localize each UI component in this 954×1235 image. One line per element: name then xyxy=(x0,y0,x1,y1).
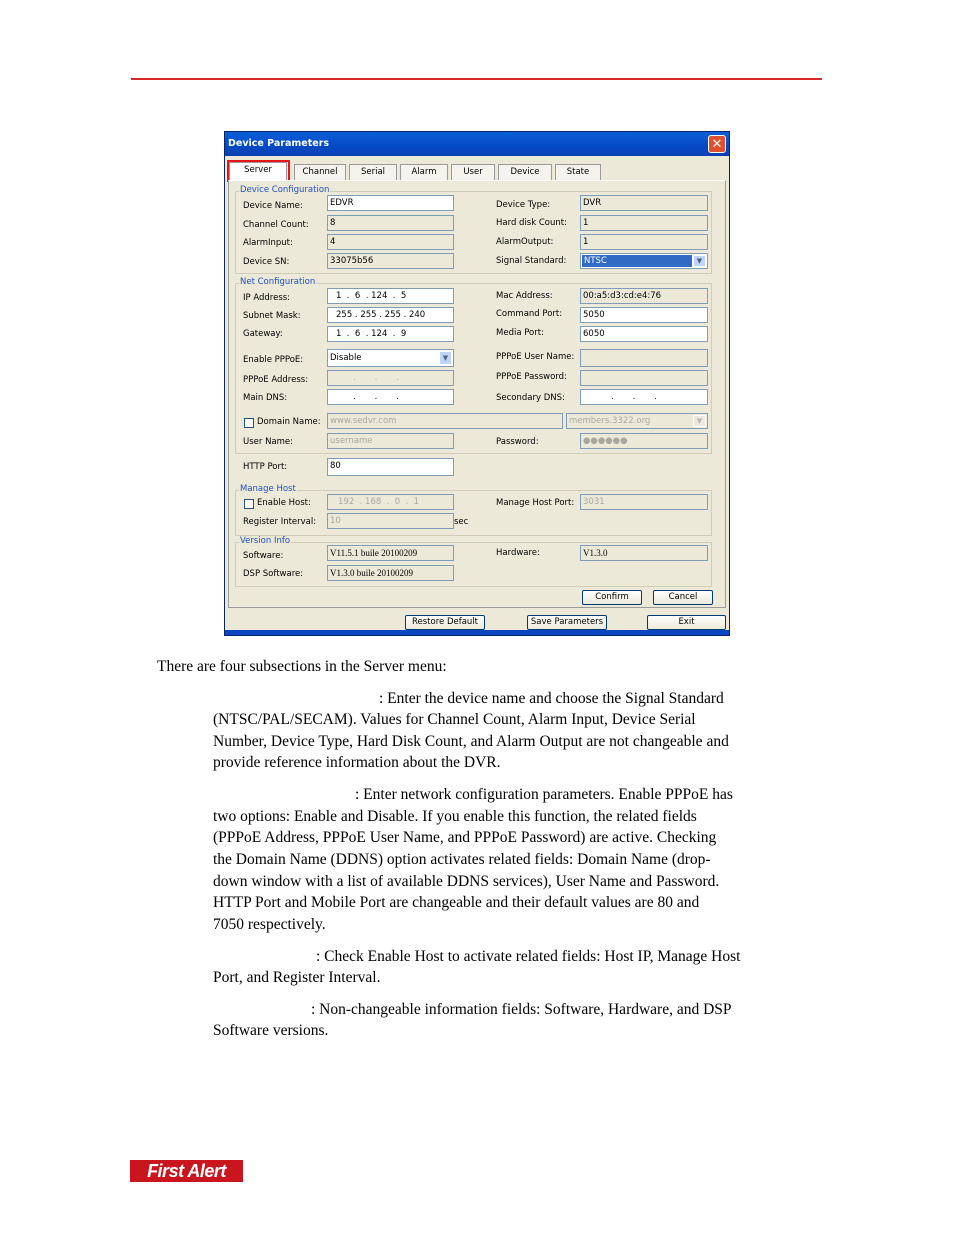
hard-disk-count-label: Hard disk Count: xyxy=(496,218,567,228)
subnet-mask-field[interactable]: 255 . 255 . 255 . 240 xyxy=(327,307,454,323)
net-config-text-3: (PPPoE Address, PPPoE User Name, and PPPoE Password) are active. Checking xyxy=(213,829,717,846)
subnet-mask-label: Subnet Mask: xyxy=(243,311,301,321)
pppoe-user-field[interactable] xyxy=(580,349,708,367)
window-bottom-border xyxy=(225,630,729,635)
version-info-text-1: : Non-changeable information fields: Software, Hardware, and DSP xyxy=(311,1001,732,1018)
channel-count-field: 8 xyxy=(327,215,454,231)
software-label: Software: xyxy=(243,551,284,561)
dsp-software-field: V1.3.0 buile 20100209 xyxy=(327,565,454,581)
secondary-dns-label: Secondary DNS: xyxy=(496,393,565,403)
dsp-software-label: DSP Software: xyxy=(243,569,304,579)
command-port-field[interactable]: 5050 xyxy=(580,307,708,323)
mac-address-label: Mac Address: xyxy=(496,291,553,301)
device-config-text-3: Number, Device Type, Hard Disk Count, and Alarm Output are not changeable and xyxy=(213,733,729,750)
ddns-service-select[interactable] xyxy=(566,413,708,429)
net-configuration-legend: Net Configuration xyxy=(240,277,316,287)
device-type-field: DVR xyxy=(580,195,708,211)
manage-host-legend: Manage Host xyxy=(240,484,296,494)
domain-name-label: Domain Name: xyxy=(257,417,321,427)
confirm-button[interactable]: Confirm xyxy=(582,590,642,605)
device-parameters-dialog xyxy=(224,131,730,636)
password-field[interactable]: ●●●●●● xyxy=(580,433,708,449)
domain-name-field[interactable]: www.sedvr.com xyxy=(327,413,563,429)
ip-address-label: IP Address: xyxy=(243,293,291,303)
tab-state[interactable]: State xyxy=(555,164,601,180)
register-unit: sec xyxy=(454,517,469,527)
mac-address-field: 00:a5:d3:cd:e4:76 xyxy=(580,288,708,304)
save-parameters-button[interactable]: Save Parameters xyxy=(527,615,607,630)
manage-host-text-2: Port, and Register Interval. xyxy=(213,969,381,986)
pppoe-address-label: PPPoE Address: xyxy=(243,375,309,385)
register-interval-label: Register Interval: xyxy=(243,517,317,527)
manage-host-text-1: : Check Enable Host to activate related fields: Host IP, Manage Host xyxy=(316,948,741,965)
alarm-input-label: AlarmInput: xyxy=(243,238,293,248)
main-dns-field[interactable]: . . . xyxy=(327,389,454,405)
tab-user[interactable]: User xyxy=(451,164,495,180)
first-alert-logo: First Alert xyxy=(130,1160,243,1182)
alarm-output-field: 1 xyxy=(580,234,708,250)
chevron-down-icon[interactable]: ▼ xyxy=(439,351,452,365)
header-rule xyxy=(131,78,822,80)
net-config-text-5: down window with a list of available DDNS services), User Name and Password. xyxy=(213,873,720,890)
device-config-text-1: : Enter the device name and choose the Signal Standard xyxy=(379,690,724,707)
chevron-down-icon[interactable]: ▼ xyxy=(693,255,706,267)
device-name-label: Device Name: xyxy=(243,201,303,211)
http-port-label: HTTP Port: xyxy=(243,462,288,472)
net-config-text-7: 7050 respectively. xyxy=(213,916,326,933)
ddns-service-value: members.3322.org xyxy=(569,416,651,426)
gateway-field[interactable]: 1 . 6 . 124 . 9 xyxy=(327,326,454,342)
media-port-label: Media Port: xyxy=(496,328,544,338)
domain-name-checkbox[interactable] xyxy=(244,418,254,428)
media-port-field[interactable]: 6050 xyxy=(580,326,708,342)
net-config-text-4: the Domain Name (DDNS) option activates related fields: Domain Name (drop- xyxy=(213,851,711,868)
alarm-input-field: 4 xyxy=(327,234,454,250)
signal-standard-select[interactable] xyxy=(580,253,708,269)
user-name-label: User Name: xyxy=(243,437,294,447)
main-dns-label: Main DNS: xyxy=(243,393,288,403)
enable-pppoe-value: Disable xyxy=(330,353,362,363)
channel-count-label: Channel Count: xyxy=(243,220,309,230)
device-config-text-4: provide reference information about the DVR. xyxy=(213,754,501,771)
device-configuration-legend: Device Configuration xyxy=(240,185,330,195)
device-type-label: Device Type: xyxy=(496,200,551,210)
close-icon[interactable]: ✕ xyxy=(708,135,726,153)
hard-disk-count-field: 1 xyxy=(580,215,708,231)
pppoe-address-field[interactable]: . . . xyxy=(327,370,454,386)
tab-device[interactable]: Device xyxy=(498,164,552,180)
password-label: Password: xyxy=(496,437,539,447)
ip-address-field[interactable]: 1 . 6 . 124 . 5 xyxy=(327,288,454,304)
tab-serial[interactable]: Serial xyxy=(349,164,397,180)
signal-standard-value: NTSC xyxy=(582,255,692,267)
secondary-dns-field[interactable]: . . . xyxy=(580,389,708,405)
pppoe-user-label: PPPoE User Name: xyxy=(496,352,575,362)
device-name-field[interactable]: EDVR xyxy=(327,195,454,211)
signal-standard-label: Signal Standard: xyxy=(496,256,567,266)
net-config-text-2: two options: Enable and Disable. If you enable this function, the related fields xyxy=(213,808,697,825)
pppoe-password-field[interactable] xyxy=(580,370,708,386)
hardware-label: Hardware: xyxy=(496,548,540,558)
restore-default-button[interactable]: Restore Default xyxy=(405,615,485,630)
net-config-text-1: : Enter network configuration parameters. Enable PPPoE has xyxy=(355,786,733,803)
manage-host-port-field[interactable]: 3031 xyxy=(580,494,708,510)
http-port-field[interactable]: 80 xyxy=(327,458,454,476)
intro-text: There are four subsections in the Server menu: xyxy=(157,658,447,675)
manage-host-port-label: Manage Host Port: xyxy=(496,498,575,508)
host-ip-field[interactable]: 192 . 168 . 0 . 1 xyxy=(327,494,454,510)
tab-alarm[interactable]: Alarm xyxy=(400,164,448,180)
cancel-button[interactable]: Cancel xyxy=(653,590,713,605)
user-name-field[interactable]: username xyxy=(327,433,454,449)
enable-host-label: Enable Host: xyxy=(257,498,311,508)
device-sn-field: 33075b56 xyxy=(327,253,454,269)
software-field: V11.5.1 buile 20100209 xyxy=(327,545,454,561)
device-config-text-2: (NTSC/PAL/SECAM). Values for Channel Count, Alarm Input, Device Serial xyxy=(213,711,696,728)
title-bar[interactable] xyxy=(225,132,729,156)
highlight-box xyxy=(227,160,290,182)
command-port-label: Command Port: xyxy=(496,309,563,319)
device-sn-label: Device SN: xyxy=(243,257,290,267)
version-info-text-2: Software versions. xyxy=(213,1022,329,1039)
gateway-label: Gateway: xyxy=(243,329,283,339)
enable-pppoe-label: Enable PPPoE: xyxy=(243,355,304,365)
alarm-output-label: AlarmOutput: xyxy=(496,237,554,247)
tab-channel[interactable]: Channel xyxy=(294,164,346,180)
pppoe-password-label: PPPoE Password: xyxy=(496,372,567,382)
chevron-down-icon[interactable]: ▼ xyxy=(693,415,706,427)
enable-pppoe-select[interactable] xyxy=(327,349,454,367)
tab-server[interactable]: Server xyxy=(229,162,287,181)
version-info-legend: Version Info xyxy=(240,536,291,546)
enable-host-checkbox[interactable] xyxy=(244,499,254,509)
net-config-text-6: HTTP Port and Mobile Port are changeable and their default values are 80 and xyxy=(213,894,700,911)
register-interval-field[interactable]: 10 xyxy=(327,513,454,529)
hardware-field: V1.3.0 xyxy=(580,545,708,561)
dialog-title: Device Parameters xyxy=(228,138,330,149)
exit-button[interactable]: Exit xyxy=(647,615,726,630)
